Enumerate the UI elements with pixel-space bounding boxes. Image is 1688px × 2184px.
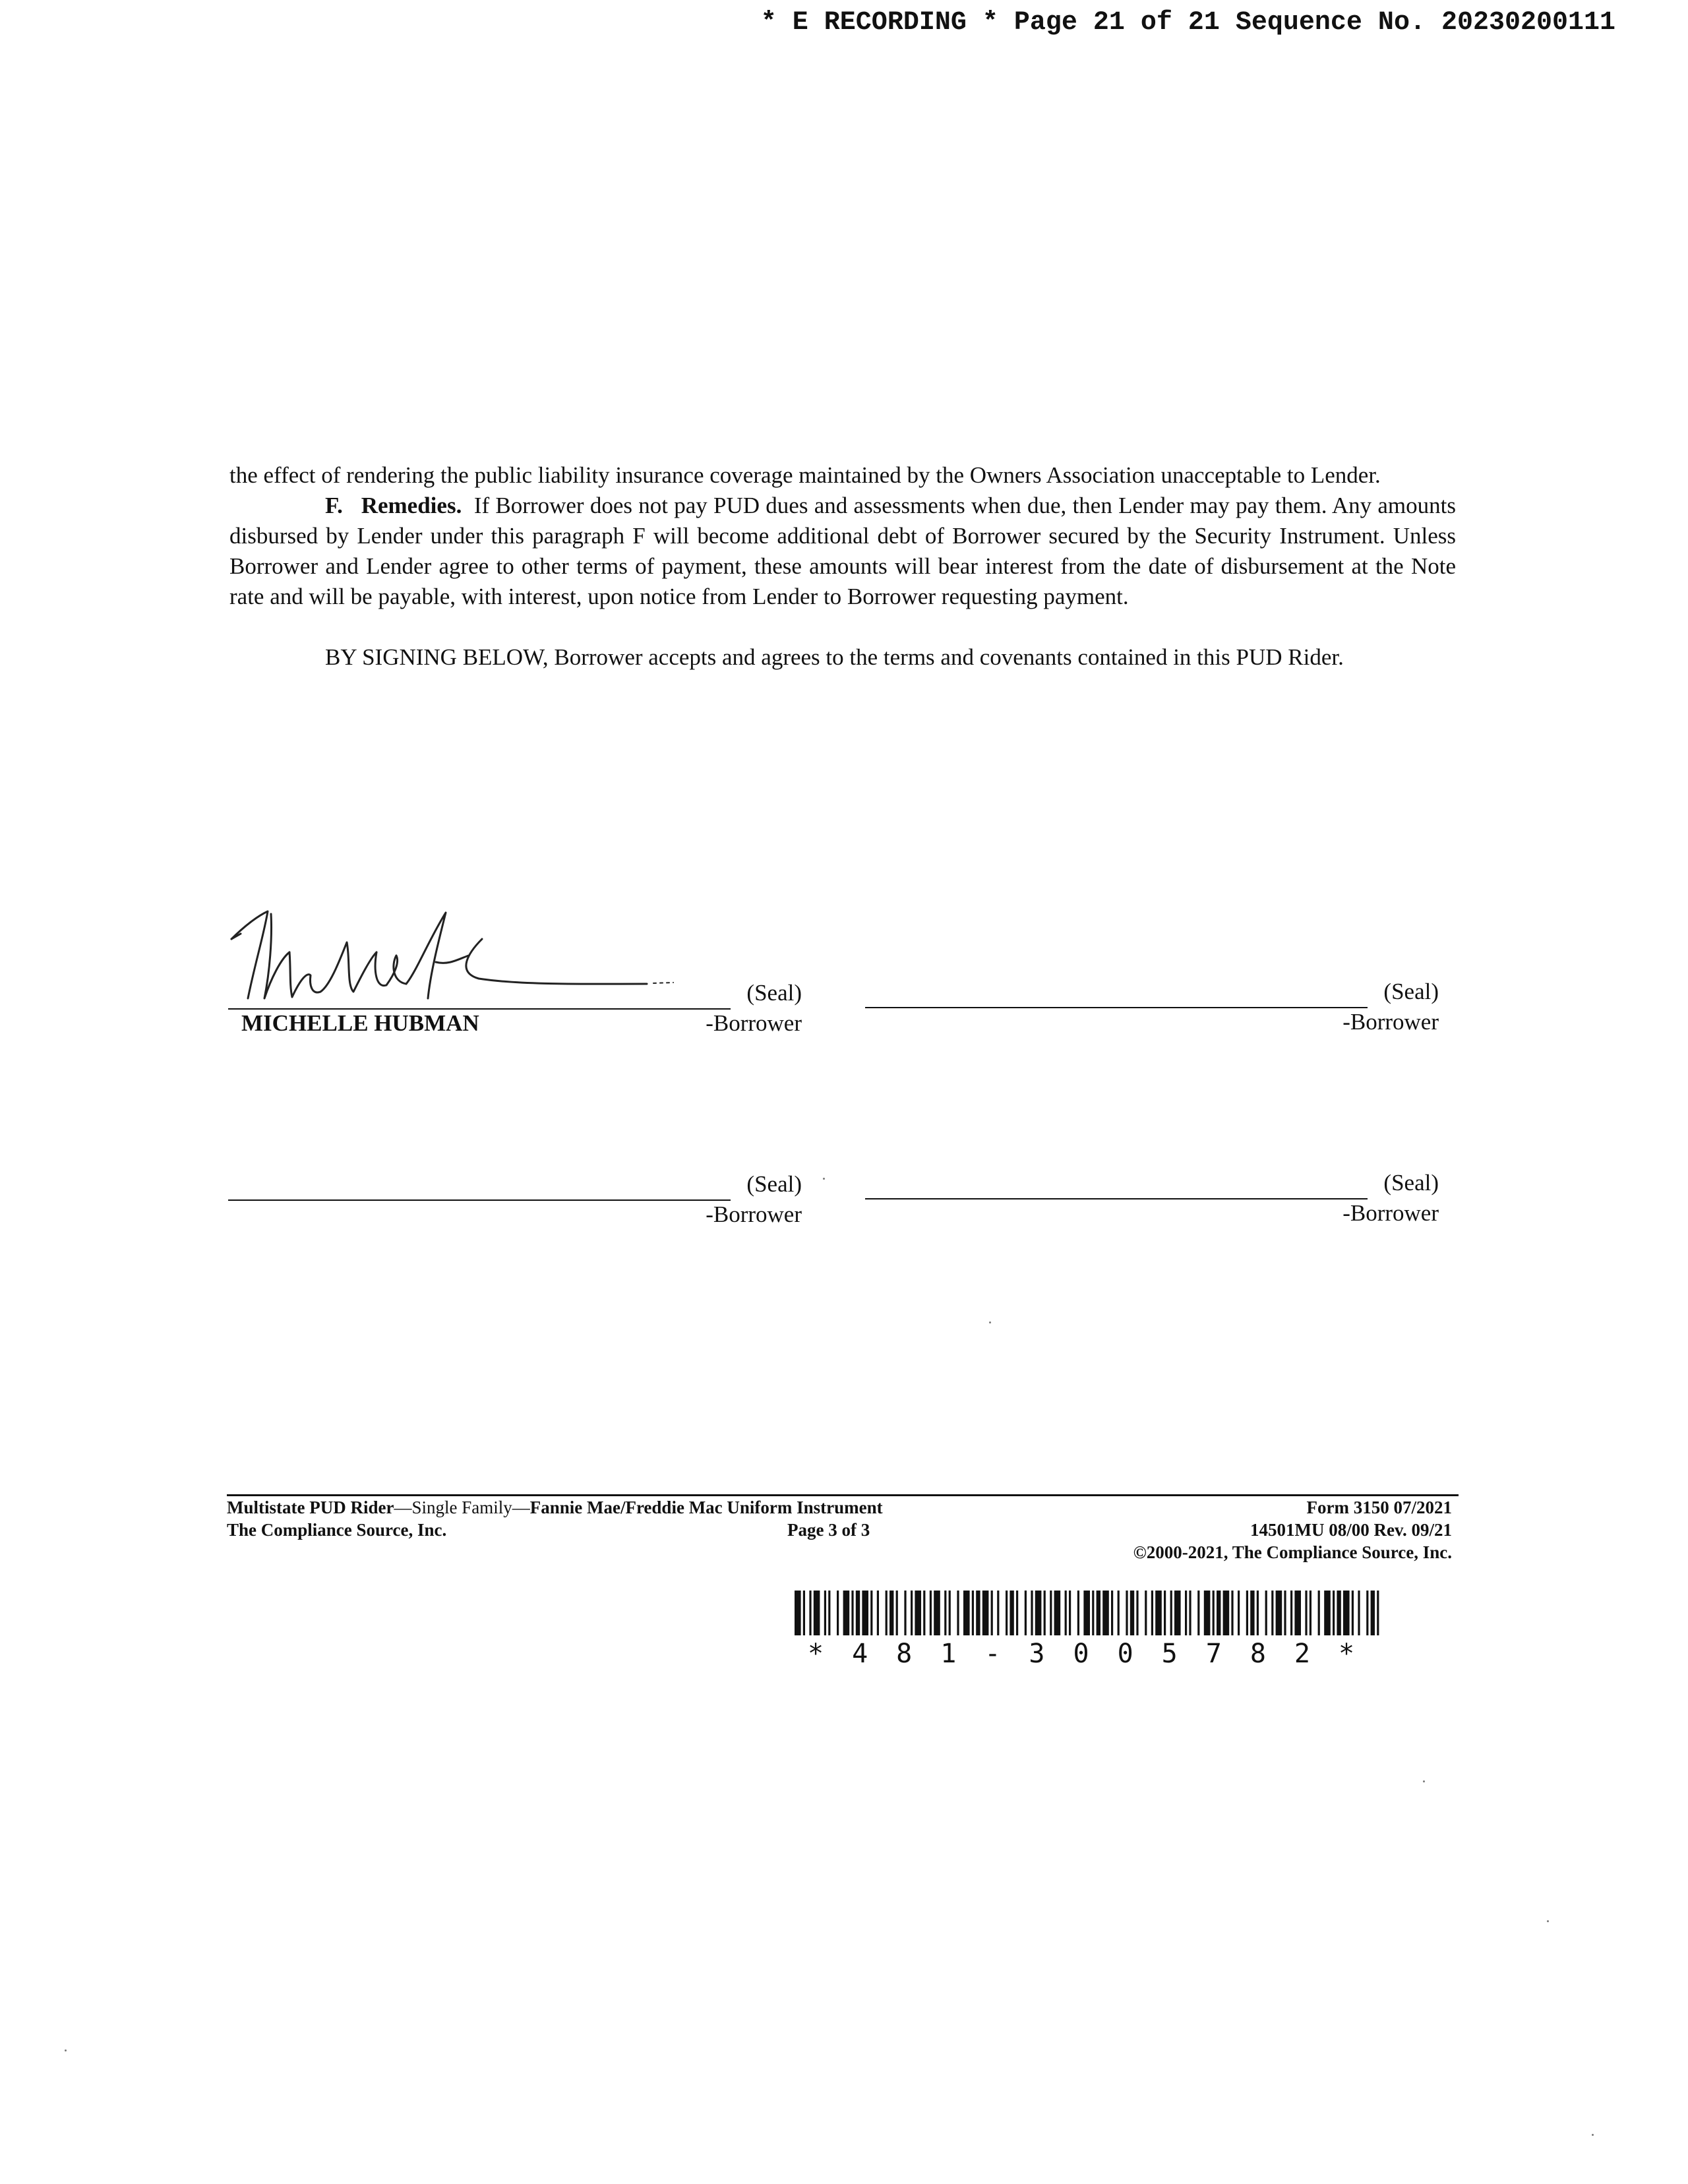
barcode-bar [795, 1591, 801, 1635]
barcode-bar [1189, 1591, 1191, 1635]
continuation-paragraph: the effect of rendering the public liability insurance coverage maintained by the Owners Association unacceptable to Lender. [229, 462, 1381, 488]
barcode-bar [972, 1591, 974, 1635]
barcode-bar [1337, 1591, 1341, 1635]
barcode-bar [1358, 1591, 1360, 1635]
section-text: If Borrower does not pay PUD dues and assessments when due, then Lender may pay them. Any amounts disbursed by Lender under this paragraph F will become additional debt of Borrower secured by the Security Instrument. Unless Borrower and Lender agree to other terms of payment, these amounts will bear interest from the date of disbursement at the Note rate and will be payable, with interest, upon notice from Lender to Borrower requesting payment. [229, 493, 1457, 609]
company-name: The Compliance Source, Inc. [227, 1520, 447, 1540]
barcode-bar [1130, 1591, 1134, 1635]
barcode-bar [814, 1591, 820, 1635]
barcode-bar [1223, 1591, 1230, 1635]
barcode-bar [1246, 1591, 1248, 1635]
barcode-bar [1126, 1591, 1128, 1635]
barcode-bars [795, 1591, 1457, 1637]
borrower-label: -Borrower [1342, 1009, 1439, 1035]
barcode-bar [1069, 1591, 1071, 1635]
signature-line [228, 1008, 731, 1010]
barcode-bar [1284, 1591, 1286, 1635]
barcode-bar [1016, 1591, 1018, 1635]
barcode-bar [915, 1591, 921, 1635]
barcode-bar [1164, 1591, 1166, 1635]
barcode-bar [1310, 1591, 1311, 1635]
signing-statement: BY SIGNING BELOW, Borrower accepts and agrees to the terms and covenants contained in this PUD Rider. [325, 644, 1344, 670]
barcode-bar [828, 1591, 830, 1635]
signature-line [228, 1199, 731, 1201]
barcode-bar [1155, 1591, 1162, 1635]
barcode-bar [837, 1591, 839, 1635]
barcode-bar [851, 1591, 853, 1635]
barcode-bar [1271, 1591, 1273, 1635]
barcode-bar [1111, 1591, 1113, 1635]
rider-body [229, 460, 1456, 673]
barcode-bar [1257, 1591, 1259, 1635]
barcode-bar [1217, 1591, 1221, 1635]
barcode-bar [944, 1591, 946, 1635]
copyright: ©2000-2021, The Compliance Source, Inc. [1133, 1542, 1452, 1562]
barcode-bar [1083, 1591, 1090, 1635]
barcode-bar [1318, 1591, 1320, 1635]
barcode [795, 1591, 1457, 1669]
barcode-bar [1136, 1591, 1138, 1635]
form-title [227, 1496, 883, 1519]
barcode-bar [870, 1591, 872, 1635]
barcode-bar [1213, 1591, 1215, 1635]
form-title-b: —Single Family— [394, 1498, 530, 1517]
barcode-bar [862, 1591, 868, 1635]
barcode-bar [1151, 1591, 1153, 1635]
page-number: Page 3 of 3 [787, 1520, 870, 1540]
barcode-bar [1290, 1591, 1292, 1635]
barcode-bar [1324, 1591, 1331, 1635]
barcode-bar [1025, 1591, 1027, 1635]
barcode-bar [1185, 1591, 1187, 1635]
barcode-bar [896, 1591, 898, 1635]
barcode-bar [949, 1591, 951, 1635]
handwritten-signature [218, 899, 693, 1015]
seal-label: (Seal) [746, 1171, 802, 1197]
barcode-bar [1366, 1591, 1368, 1635]
barcode-bar [1010, 1591, 1013, 1635]
barcode-bar [982, 1591, 989, 1635]
barcode-bar [1352, 1591, 1354, 1635]
barcode-bar [963, 1591, 970, 1635]
borrower-label: -Borrower [706, 1201, 802, 1227]
section-letter: F. [325, 493, 343, 518]
barcode-bar [1265, 1591, 1267, 1635]
section-title: Remedies. [361, 493, 462, 518]
barcode-bar [1145, 1591, 1147, 1635]
barcode-bar [930, 1591, 932, 1635]
barcode-bar [1050, 1591, 1052, 1635]
signature-line [865, 1007, 1368, 1008]
barcode-bar [1077, 1591, 1079, 1635]
barcode-bar [1197, 1591, 1199, 1635]
barcode-bar [889, 1591, 893, 1635]
barcode-bar [809, 1591, 811, 1635]
barcode-bar [1174, 1591, 1181, 1635]
barcode-bar [1250, 1591, 1254, 1635]
form-number: Form 3150 07/2021 [1306, 1498, 1452, 1517]
barcode-bar [1031, 1591, 1033, 1635]
barcode-bar [824, 1591, 826, 1635]
barcode-bar [1118, 1591, 1120, 1635]
barcode-bar [1170, 1591, 1172, 1635]
revision-number: 14501MU 08/00 Rev. 09/21 [1250, 1520, 1452, 1540]
barcode-text: *481-3005782* [808, 1639, 1383, 1669]
barcode-bar [1065, 1591, 1067, 1635]
remedies-paragraph [229, 491, 1456, 612]
barcode-bar [843, 1591, 850, 1635]
barcode-bar [957, 1591, 959, 1635]
barcode-bar [1371, 1591, 1375, 1635]
seal-label: (Seal) [1383, 1170, 1439, 1196]
barcode-bar [911, 1591, 913, 1635]
form-footer [227, 1494, 1459, 1563]
barcode-bar [1035, 1591, 1042, 1635]
barcode-bar [1276, 1591, 1282, 1635]
barcode-bar [991, 1591, 993, 1635]
barcode-bar [1054, 1591, 1061, 1635]
barcode-bar [1006, 1591, 1008, 1635]
borrower-label: -Borrower [706, 1010, 802, 1036]
barcode-bar [923, 1591, 925, 1635]
barcode-bar [856, 1591, 860, 1635]
barcode-bar [1343, 1591, 1350, 1635]
barcode-bar [1238, 1591, 1240, 1635]
barcode-bar [1294, 1591, 1301, 1635]
form-title-c: Fannie Mae/Freddie Mac Uniform Instrument [529, 1498, 883, 1517]
barcode-bar [997, 1591, 999, 1635]
borrower-name: MICHELLE HUBMAN [241, 1010, 479, 1036]
barcode-bar [1044, 1591, 1046, 1635]
seal-label: (Seal) [1383, 979, 1439, 1004]
signature-line [865, 1198, 1368, 1199]
barcode-bar [877, 1591, 879, 1635]
barcode-bar [976, 1591, 980, 1635]
barcode-bar [1097, 1591, 1100, 1635]
recording-header: * E RECORDING * Page 21 of 21 Sequence No. 20230200111 [760, 8, 1615, 38]
barcode-bar [886, 1591, 888, 1635]
seal-label: (Seal) [746, 980, 802, 1006]
barcode-bar [1231, 1591, 1233, 1635]
borrower-label: -Borrower [1342, 1200, 1439, 1226]
barcode-bar [1092, 1591, 1094, 1635]
barcode-bar [1333, 1591, 1335, 1635]
barcode-bar [1102, 1591, 1109, 1635]
barcode-bar [803, 1591, 805, 1635]
barcode-bar [904, 1591, 906, 1635]
barcode-bar [934, 1591, 940, 1635]
barcode-bar [1204, 1591, 1211, 1635]
form-title-a: Multistate PUD Rider [227, 1498, 394, 1517]
barcode-bar [1305, 1591, 1307, 1635]
barcode-bar [1377, 1591, 1379, 1635]
